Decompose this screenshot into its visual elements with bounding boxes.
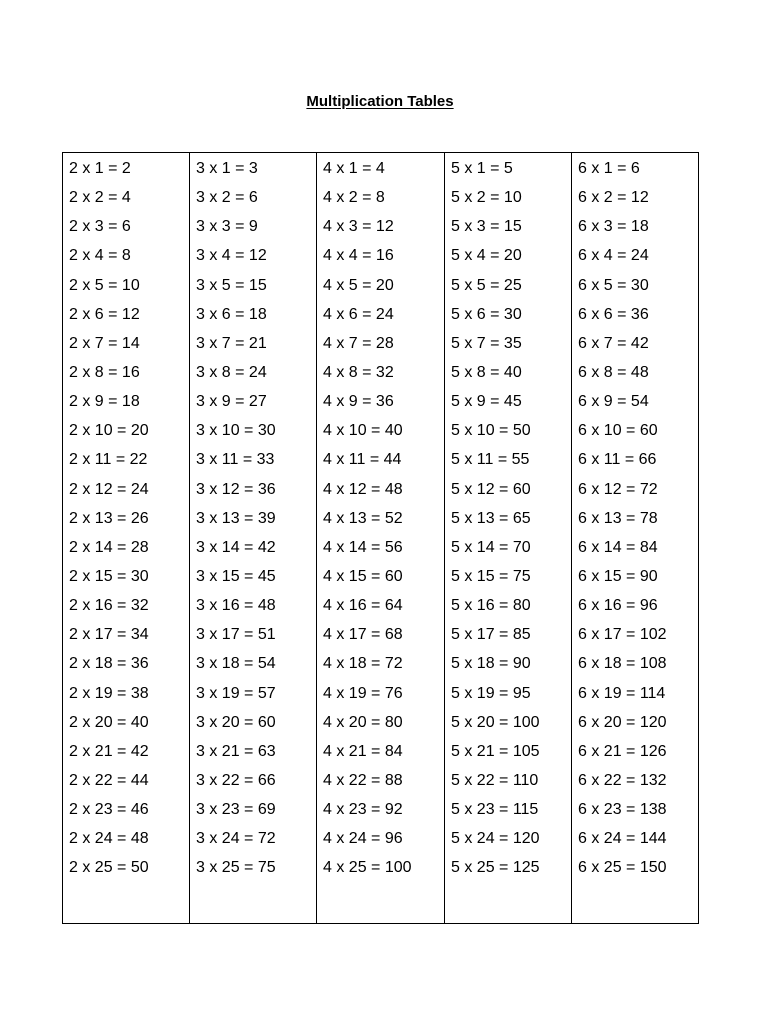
table-row: 6 x 24 = 144 bbox=[578, 830, 667, 848]
table-row: 4 x 2 = 8 bbox=[323, 189, 385, 207]
table-row: 5 x 12 = 60 bbox=[451, 480, 531, 498]
table-row: 5 x 13 = 65 bbox=[451, 509, 531, 527]
table-row: 4 x 13 = 52 bbox=[323, 509, 403, 527]
table-row: 2 x 20 = 40 bbox=[69, 713, 149, 731]
table-row: 4 x 10 = 40 bbox=[323, 422, 403, 440]
table-row: 2 x 5 = 10 bbox=[69, 276, 140, 294]
table-row: 6 x 17 = 102 bbox=[578, 626, 667, 644]
table-row: 3 x 11 = 33 bbox=[196, 451, 275, 469]
table-row: 5 x 3 = 15 bbox=[451, 218, 522, 236]
table-column bbox=[572, 153, 698, 923]
table-column bbox=[445, 153, 572, 923]
table-row: 4 x 11 = 44 bbox=[323, 451, 402, 469]
tables-grid bbox=[62, 152, 699, 924]
table-row: 2 x 16 = 32 bbox=[69, 597, 149, 615]
table-row: 5 x 25 = 125 bbox=[451, 859, 540, 877]
table-row: 6 x 4 = 24 bbox=[578, 247, 649, 265]
table-row: 6 x 15 = 90 bbox=[578, 567, 658, 585]
table-row: 3 x 2 = 6 bbox=[196, 189, 258, 207]
table-row: 4 x 5 = 20 bbox=[323, 276, 394, 294]
table-row: 2 x 8 = 16 bbox=[69, 363, 140, 381]
table-row: 2 x 4 = 8 bbox=[69, 247, 131, 265]
table-row: 2 x 19 = 38 bbox=[69, 684, 149, 702]
table-row: 3 x 14 = 42 bbox=[196, 538, 276, 556]
table-row: 4 x 8 = 32 bbox=[323, 363, 394, 381]
table-row: 6 x 2 = 12 bbox=[578, 189, 649, 207]
table-row: 6 x 13 = 78 bbox=[578, 509, 658, 527]
table-row: 5 x 6 = 30 bbox=[451, 305, 522, 323]
table-row: 4 x 1 = 4 bbox=[323, 160, 385, 177]
table-row: 4 x 18 = 72 bbox=[323, 655, 403, 673]
table-row: 5 x 16 = 80 bbox=[451, 597, 531, 615]
table-row: 4 x 17 = 68 bbox=[323, 626, 403, 644]
table-row: 2 x 23 = 46 bbox=[69, 801, 149, 819]
table-row: 4 x 7 = 28 bbox=[323, 334, 394, 352]
table-row: 5 x 9 = 45 bbox=[451, 393, 522, 411]
table-row: 2 x 10 = 20 bbox=[69, 422, 149, 440]
table-row: 3 x 12 = 36 bbox=[196, 480, 276, 498]
table-row: 3 x 25 = 75 bbox=[196, 859, 276, 877]
table-row: 2 x 15 = 30 bbox=[69, 567, 149, 585]
table-row: 5 x 15 = 75 bbox=[451, 567, 531, 585]
table-row: 5 x 17 = 85 bbox=[451, 626, 531, 644]
table-row: 2 x 18 = 36 bbox=[69, 655, 149, 673]
table-row: 5 x 24 = 120 bbox=[451, 830, 540, 848]
table-row: 6 x 11 = 66 bbox=[578, 451, 657, 469]
table-row: 6 x 8 = 48 bbox=[578, 363, 649, 381]
table-row: 2 x 14 = 28 bbox=[69, 538, 149, 556]
table-row: 3 x 24 = 72 bbox=[196, 830, 276, 848]
table-row: 4 x 9 = 36 bbox=[323, 393, 394, 411]
table-row: 6 x 6 = 36 bbox=[578, 305, 649, 323]
table-row: 2 x 6 = 12 bbox=[69, 305, 140, 323]
table-row: 2 x 9 = 18 bbox=[69, 393, 140, 411]
table-row: 5 x 4 = 20 bbox=[451, 247, 522, 265]
table-row: 3 x 16 = 48 bbox=[196, 597, 276, 615]
table-row: 2 x 22 = 44 bbox=[69, 771, 149, 789]
table-column bbox=[190, 153, 317, 923]
table-row: 6 x 12 = 72 bbox=[578, 480, 658, 498]
table-row: 3 x 22 = 66 bbox=[196, 771, 276, 789]
table-row: 3 x 8 = 24 bbox=[196, 363, 267, 381]
table-row: 3 x 19 = 57 bbox=[196, 684, 276, 702]
table-row: 6 x 14 = 84 bbox=[578, 538, 658, 556]
table-row: 2 x 24 = 48 bbox=[69, 830, 149, 848]
table-row: 5 x 10 = 50 bbox=[451, 422, 531, 440]
table-row: 2 x 2 = 4 bbox=[69, 189, 131, 207]
table-row: 4 x 3 = 12 bbox=[323, 218, 394, 236]
table-row: 5 x 7 = 35 bbox=[451, 334, 522, 352]
table-row: 4 x 12 = 48 bbox=[323, 480, 403, 498]
table-row: 2 x 3 = 6 bbox=[69, 218, 131, 236]
table-row: 3 x 7 = 21 bbox=[196, 334, 267, 352]
table-row: 3 x 4 = 12 bbox=[196, 247, 267, 265]
table-row: 5 x 23 = 115 bbox=[451, 801, 539, 819]
table-row: 4 x 19 = 76 bbox=[323, 684, 403, 702]
table-row: 2 x 17 = 34 bbox=[69, 626, 149, 644]
table-row: 4 x 24 = 96 bbox=[323, 830, 403, 848]
table-column bbox=[63, 153, 190, 923]
table-row: 4 x 6 = 24 bbox=[323, 305, 394, 323]
table-row: 3 x 9 = 27 bbox=[196, 393, 267, 411]
table-row: 5 x 1 = 5 bbox=[451, 160, 513, 177]
table-row: 5 x 22 = 110 bbox=[451, 771, 539, 789]
table-row: 2 x 12 = 24 bbox=[69, 480, 149, 498]
table-row: 5 x 20 = 100 bbox=[451, 713, 540, 731]
table-row: 5 x 19 = 95 bbox=[451, 684, 531, 702]
table-row: 4 x 4 = 16 bbox=[323, 247, 394, 265]
table-row: 6 x 25 = 150 bbox=[578, 859, 667, 877]
table-row: 5 x 5 = 25 bbox=[451, 276, 522, 294]
table-row: 3 x 13 = 39 bbox=[196, 509, 276, 527]
table-row: 5 x 21 = 105 bbox=[451, 742, 540, 760]
table-row: 6 x 10 = 60 bbox=[578, 422, 658, 440]
table-row: 6 x 20 = 120 bbox=[578, 713, 667, 731]
table-row: 2 x 7 = 14 bbox=[69, 334, 140, 352]
table-column bbox=[317, 153, 445, 923]
table-row: 4 x 15 = 60 bbox=[323, 567, 403, 585]
table-row: 2 x 1 = 2 bbox=[69, 160, 131, 177]
table-row: 5 x 2 = 10 bbox=[451, 189, 522, 207]
table-row: 5 x 18 = 90 bbox=[451, 655, 531, 673]
table-row: 2 x 25 = 50 bbox=[69, 859, 149, 877]
table-row: 6 x 22 = 132 bbox=[578, 771, 667, 789]
table-row: 4 x 21 = 84 bbox=[323, 742, 403, 760]
table-row: 4 x 25 = 100 bbox=[323, 859, 412, 877]
table-row: 6 x 23 = 138 bbox=[578, 801, 667, 819]
table-row: 3 x 1 = 3 bbox=[196, 160, 258, 177]
table-row: 4 x 14 = 56 bbox=[323, 538, 403, 556]
table-row: 6 x 18 = 108 bbox=[578, 655, 667, 673]
table-row: 3 x 6 = 18 bbox=[196, 305, 267, 323]
table-row: 4 x 20 = 80 bbox=[323, 713, 403, 731]
table-row: 6 x 9 = 54 bbox=[578, 393, 649, 411]
table-row: 3 x 15 = 45 bbox=[196, 567, 276, 585]
table-row: 4 x 23 = 92 bbox=[323, 801, 403, 819]
table-row: 3 x 17 = 51 bbox=[196, 626, 276, 644]
table-row: 6 x 19 = 114 bbox=[578, 684, 666, 702]
table-row: 4 x 16 = 64 bbox=[323, 597, 403, 615]
page-title: Multiplication Tables bbox=[306, 93, 454, 110]
table-row: 3 x 21 = 63 bbox=[196, 742, 276, 760]
table-row: 6 x 21 = 126 bbox=[578, 742, 667, 760]
table-row: 6 x 7 = 42 bbox=[578, 334, 649, 352]
table-row: 5 x 14 = 70 bbox=[451, 538, 531, 556]
table-row: 6 x 1 = 6 bbox=[578, 160, 640, 177]
table-row: 2 x 13 = 26 bbox=[69, 509, 149, 527]
table-row: 3 x 5 = 15 bbox=[196, 276, 267, 294]
table-row: 3 x 18 = 54 bbox=[196, 655, 276, 673]
table-row: 2 x 11 = 22 bbox=[69, 451, 148, 469]
table-row: 3 x 10 = 30 bbox=[196, 422, 276, 440]
table-row: 6 x 5 = 30 bbox=[578, 276, 649, 294]
table-row: 5 x 11 = 55 bbox=[451, 451, 530, 469]
table-row: 3 x 3 = 9 bbox=[196, 218, 258, 236]
table-row: 2 x 21 = 42 bbox=[69, 742, 149, 760]
table-row: 3 x 20 = 60 bbox=[196, 713, 276, 731]
table-row: 5 x 8 = 40 bbox=[451, 363, 522, 381]
table-row: 6 x 3 = 18 bbox=[578, 218, 649, 236]
table-row: 6 x 16 = 96 bbox=[578, 597, 658, 615]
table-row: 4 x 22 = 88 bbox=[323, 771, 403, 789]
table-row: 3 x 23 = 69 bbox=[196, 801, 276, 819]
